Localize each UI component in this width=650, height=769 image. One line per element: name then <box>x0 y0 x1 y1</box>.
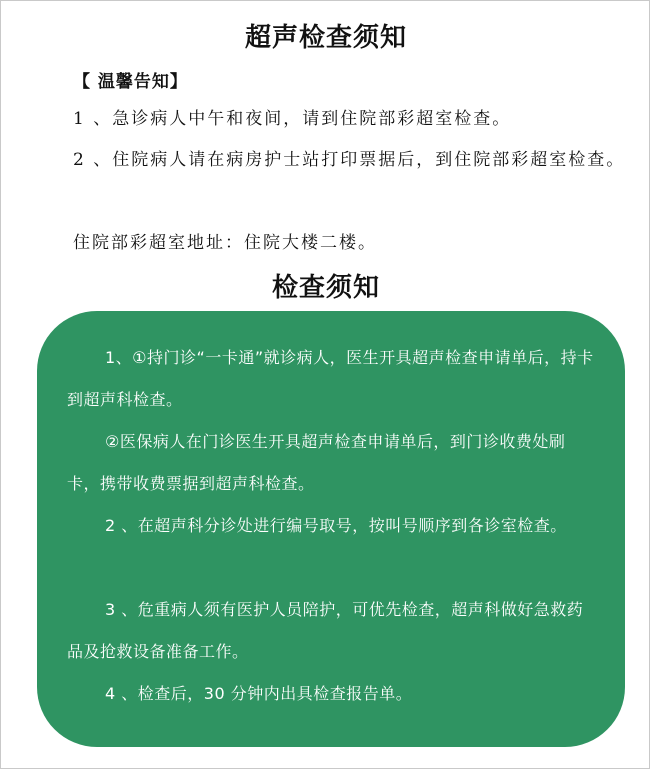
notice-item-inpatient: 2 、住院病人请在病房护士站打印票据后，到住院部彩超室检查。 <box>73 150 626 170</box>
procedure-step: ②医保病人在门诊医生开具超声检查申请单后，到门诊收费处刷卡，携带收费票据到超声科检查。 <box>67 432 566 493</box>
page-title: 超声检查须知 <box>244 23 407 53</box>
procedure-step: 4 、检查后，30 分钟内出具检查报告单。 <box>105 684 413 703</box>
notice-label: 【 温馨告知】 <box>73 72 188 92</box>
procedure-step: 3 、危重病人须有医护人员陪护，可优先检查，超声科做好急救药品及抢救设备准备工作。 <box>67 600 584 661</box>
notice-item-emergency: 1 、急诊病人中午和夜间，请到住院部彩超室检查。 <box>73 109 512 129</box>
section-title: 检查须知 <box>271 273 380 303</box>
procedure-box <box>37 311 625 747</box>
procedure-step: 2 、在超声科分诊处进行编号取号，按叫号顺序到各诊室检查。 <box>105 516 567 535</box>
notice-item-address: 住院部彩超室地址：住院大楼二楼。 <box>73 233 377 253</box>
procedure-step: 1、①持门诊“一卡通”就诊病人，医生开具超声检查申请单后，持卡到超声科检查。 <box>67 348 594 409</box>
